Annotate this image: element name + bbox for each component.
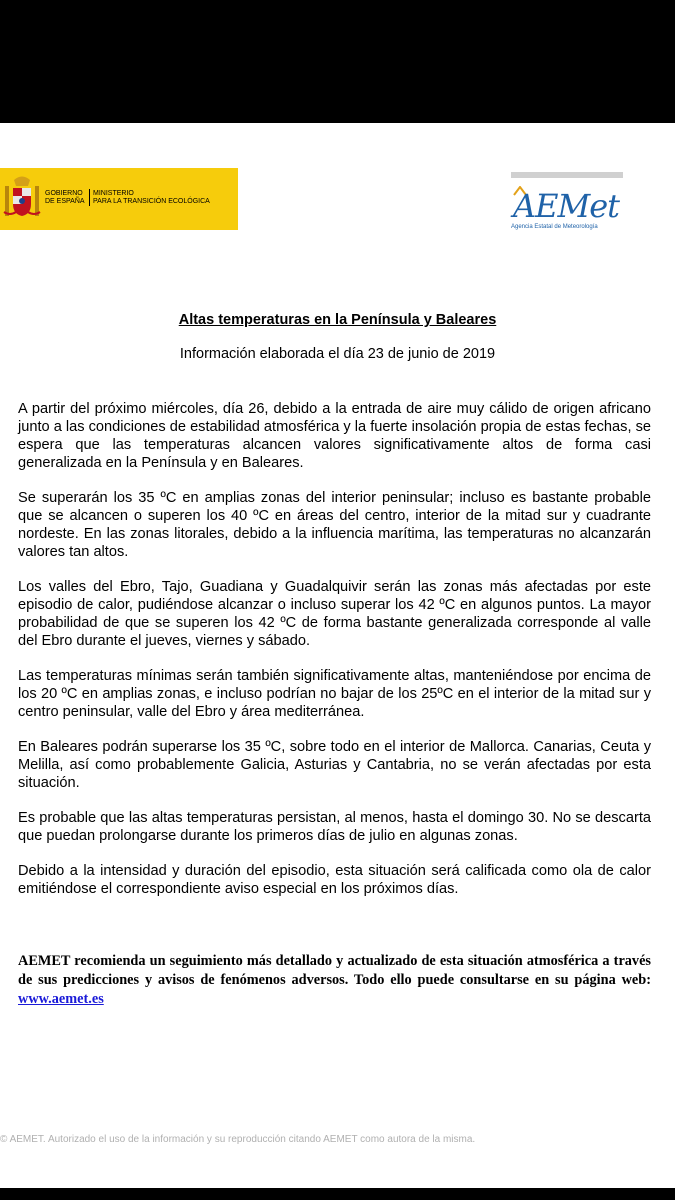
paragraph: Se superarán los 35 ºC en amplias zonas del interior peninsular; incluso es bastante probable que se alcancen o superen los 40 ºC en áreas del centro, interior de la mitad sur y cuadrante nordeste. En las zonas litorales, debido a la influencia marítima, las temperaturas no alcanzarán valores tan altos. xyxy=(18,490,651,560)
paragraph: A partir del próximo miércoles, día 26, debido a la entrada de aire muy cálido de origen africano junto a las condiciones de estabilidad atmosférica y la fuerte insolación propia de estas fechas, se espera que las temperaturas alcancen valores significativamente altos de forma casi generalizada en la Península y en Baleares. xyxy=(18,401,651,471)
aemet-logo-bar xyxy=(511,172,623,178)
document-body xyxy=(18,400,651,915)
aemet-website-link[interactable]: www.aemet.es xyxy=(18,991,104,1007)
ministerio-text: MINISTERIO PARA LA TRANSICIÓN ECOLÓGICA xyxy=(93,190,210,205)
coat-of-arms-icon xyxy=(2,172,42,224)
aemet-wordmark: AEMet xyxy=(513,187,620,225)
document-subtitle: Información elaborada el día 23 de junio de 2019 xyxy=(179,346,496,362)
top-black-bar xyxy=(0,0,675,123)
recommendation-text: AEMET recomienda un seguimiento más detallado y actualizado de esta situación atmosférica a través de sus predicciones y avisos de fenómenos adversos. Todo ello puede consultarse en su página web: xyxy=(18,953,651,988)
copyright-footer: © AEMET. Autorizado el uso de la información y su reproducción citando AEMET como autora de la misma. xyxy=(0,1134,476,1145)
gobierno-espana-logo xyxy=(0,168,238,230)
paragraph: Debido a la intensidad y duración del episodio, esta situación será calificada como ola de calor emitiéndose el correspondiente aviso especial en los próximos días. xyxy=(18,863,651,897)
recommendation-block xyxy=(18,952,651,1009)
document-title: Altas temperaturas en la Península y Baleares xyxy=(178,312,497,328)
paragraph: Es probable que las altas temperaturas persistan, al menos, hasta el domingo 30. No se descarta que puedan prolongarse durante los primeros días de julio en algunas zonas. xyxy=(18,810,651,844)
gobierno-label xyxy=(45,190,85,206)
aemet-subtitle: Agencia Estatal de Meteorología xyxy=(511,224,598,230)
logo-separator xyxy=(89,189,90,206)
ministerio-label xyxy=(93,190,210,206)
gobierno-text: GOBIERNO DE ESPAÑA xyxy=(45,190,85,205)
bottom-black-edge xyxy=(0,1188,675,1200)
paragraph: Los valles del Ebro, Tajo, Guadiana y Guadalquivir serán las zonas más afectadas por este episodio de calor, pudiéndose alcanzar o incluso superar los 42 ºC en algunos puntos. La mayor probabilidad de que se superen los 42 ºC de forma bastante generalizada corresponde al valle del Ebro durante el jueves, viernes y sábado. xyxy=(18,579,651,649)
aemet-logo xyxy=(505,172,623,234)
paragraph: Las temperaturas mínimas serán también significativamente altas, manteniéndose por encima de los 20 ºC en amplias zonas, e incluso podrían no bajar de los 25ºC en el interior de la mitad sur y centro peninsular, valle del Ebro y área mediterránea. xyxy=(18,668,651,720)
paragraph: En Baleares podrán superarse los 35 ºC, sobre todo en el interior de Mallorca. Canarias, Ceuta y Melilla, así como probablemente Galicia, Asturias y Cantabria, no se verán afectadas por esta situación. xyxy=(18,739,651,791)
